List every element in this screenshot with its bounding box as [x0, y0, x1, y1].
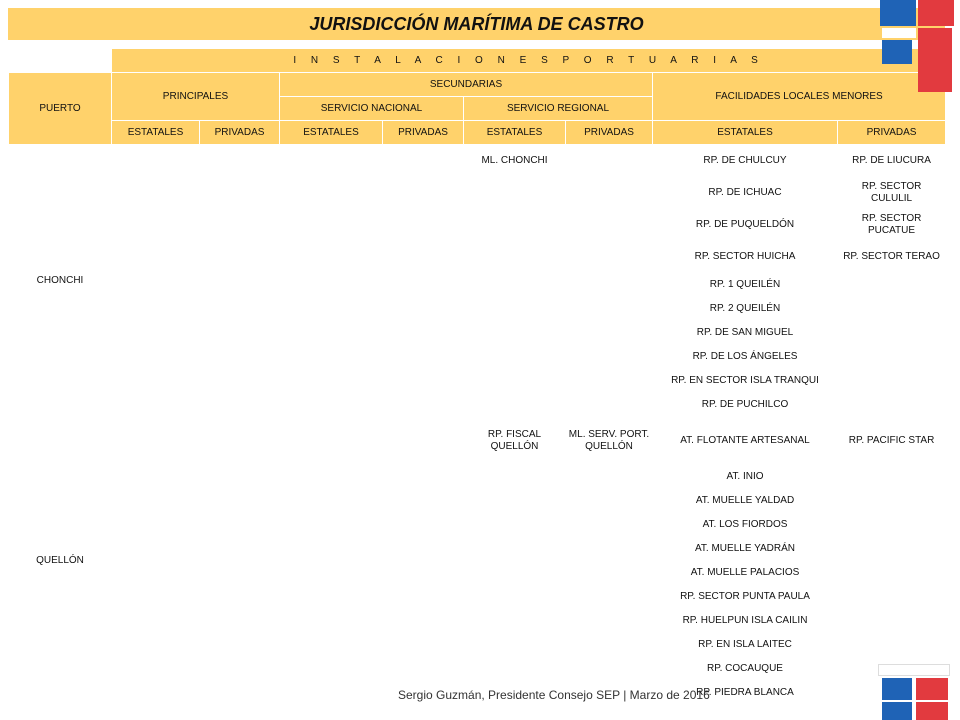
page-title: JURISDICCIÓN MARÍTIMA DE CASTRO	[8, 8, 945, 40]
fac-estatal-cell: RP. DE ICHUAC	[708, 186, 782, 198]
header-estatales: ESTATALES	[464, 121, 566, 145]
header-principales: PRINCIPALES	[112, 73, 280, 121]
fac-privada-cell: RP. SECTOR CULULIL	[861, 180, 922, 204]
header-estatales: ESTATALES	[653, 121, 838, 145]
fac-estatal-cell: AT. FLOTANTE ARTESANAL	[680, 434, 810, 446]
header-instalaciones: I N S T A L A C I O N E S P O R T U A R I A S	[112, 49, 946, 73]
flag-top-logo	[880, 0, 954, 92]
fac-estatal-cell: RP. DE PUQUELDÓN	[695, 218, 795, 230]
fac-estatal-cell: RP. COCAUQUE	[707, 662, 783, 674]
header-secundarias: SECUNDARIAS	[280, 73, 653, 97]
fac-estatal-cell: RP. PIEDRA BLANCA	[696, 686, 794, 698]
fac-estatal-cell: RP. 2 QUEILÉN	[709, 302, 781, 314]
fac-estatal-cell: AT. MUELLE YADRÁN	[694, 542, 796, 554]
fac-estatal-cell: AT. MUELLE PALACIOS	[690, 566, 800, 578]
puerto-cell: CHONCHI	[36, 274, 84, 286]
fac-estatal-cell: RP. EN SECTOR ISLA TRANQUI	[671, 374, 819, 386]
table-row	[9, 145, 946, 177]
fac-estatal-cell: RP. HUELPUN ISLA CAILIN	[682, 614, 808, 626]
sec-regional-privada-cell: ML. SERV. PORT. QUELLÓN	[568, 428, 650, 452]
header-privadas: PRIVADAS	[566, 121, 653, 145]
header-blank	[9, 49, 112, 73]
fac-privada-cell: RP. SECTOR TERAO	[843, 250, 940, 262]
fac-estatal-cell: RP. DE SAN MIGUEL	[696, 326, 794, 338]
flag-bottom-logo	[878, 664, 950, 720]
header-privadas: PRIVADAS	[200, 121, 280, 145]
header-facilidades: FACILIDADES LOCALES MENORES	[653, 73, 946, 121]
fac-estatal-cell: AT. INIO	[726, 470, 764, 482]
table-row	[9, 417, 946, 465]
header-servicio-regional: SERVICIO REGIONAL	[464, 97, 653, 121]
fac-estatal-cell: AT. MUELLE YALDAD	[695, 494, 795, 506]
header-privadas: PRIVADAS	[383, 121, 464, 145]
header-estatales: ESTATALES	[280, 121, 383, 145]
ports-table	[8, 48, 946, 705]
fac-privada-cell: RP. PACIFIC STAR	[848, 434, 935, 446]
footer-text: Sergio Guzmán, Presidente Consejo SEP | Marzo de 2016	[398, 688, 710, 702]
header-puerto: PUERTO	[9, 73, 112, 145]
fac-estatal-cell: RP. DE PUCHILCO	[701, 398, 789, 410]
fac-privada-cell: RP. SECTOR PUCATUE	[861, 212, 922, 236]
fac-estatal-cell: RP. SECTOR PUNTA PAULA	[680, 590, 810, 602]
fac-estatal-cell: AT. LOS FIORDOS	[702, 518, 788, 530]
puerto-cell: QUELLÓN	[36, 554, 84, 566]
header-servicio-nacional: SERVICIO NACIONAL	[280, 97, 464, 121]
fac-estatal-cell: RP. 1 QUEILÉN	[709, 278, 781, 290]
sec-regional-estatal-cell: ML. CHONCHI	[481, 154, 548, 166]
fac-privada-cell: RP. DE LIUCURA	[852, 154, 931, 166]
fac-estatal-cell: RP. EN ISLA LAITEC	[698, 638, 792, 650]
fac-estatal-cell: RP. DE CHULCUY	[703, 154, 787, 166]
sec-regional-estatal-cell: RP. FISCAL QUELLÓN	[487, 428, 542, 452]
header-privadas: PRIVADAS	[838, 121, 946, 145]
fac-estatal-cell: RP. DE LOS ÁNGELES	[692, 350, 798, 362]
fac-estatal-cell: RP. SECTOR HUICHA	[694, 250, 796, 262]
header-estatales: ESTATALES	[112, 121, 200, 145]
